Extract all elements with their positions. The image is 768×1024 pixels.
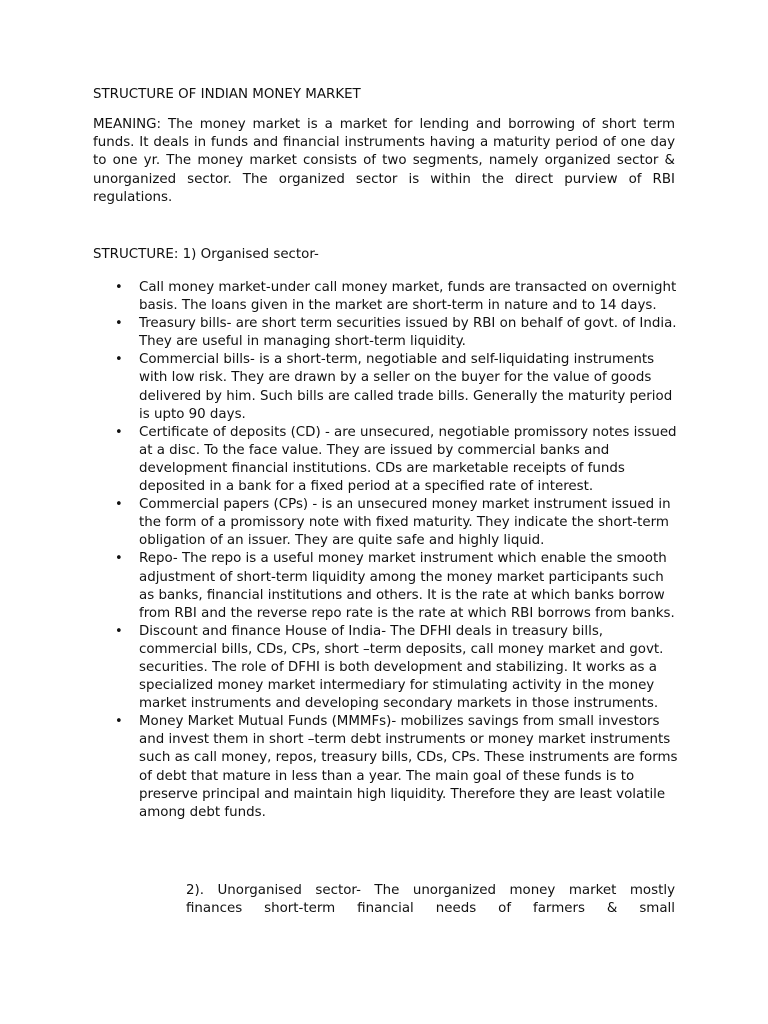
bullet-icon: • [115, 623, 123, 639]
list-item-text: Commercial bills- is a short-term, negotiable and self-liquidating instruments with low risk. They are drawn by a seller on the buyer for the value of goods delivered by him. Such bills are called trade bills. Generally the maturity period is upto 90 days. [139, 352, 673, 422]
list-item [93, 713, 681, 822]
list-item [93, 550, 681, 622]
list-item [93, 315, 681, 351]
organised-sector-list [93, 279, 681, 822]
bullet-icon: • [115, 714, 123, 730]
bullet-icon: • [115, 551, 123, 567]
list-item [93, 279, 681, 315]
bullet-icon: • [115, 352, 123, 368]
list-item-text: Call money market-under call money market, funds are transacted on overnight basis. The loans given in the market are short-term in nature and to 14 days. [139, 280, 677, 314]
list-item-text: Repo- The repo is a useful money market instrument which enable the smooth adjustment of short-term liquidity among the money market participants such as banks, financial institutions and others. It is the rate at which banks borrow from RBI and the reverse repo rate is the rate at which RBI borrows from banks. [139, 551, 675, 621]
list-item [93, 623, 681, 713]
bullet-icon: • [115, 316, 123, 332]
bullet-icon: • [115, 280, 123, 295]
list-item-text: Treasury bills- are short term securities issued by RBI on behalf of govt. of India. They are useful in managing short-term liquidity. [139, 316, 677, 350]
list-item [93, 424, 681, 496]
unorganised-sector-paragraph [186, 882, 675, 918]
list-item [93, 351, 681, 423]
list-item-text: Commercial papers (CPs) - is an unsecured money market instrument issued in the form of a promissory note with fixed maturity. They indicate the short-term obligation of an issuer. They are quite safe and highly liquid. [139, 497, 671, 549]
list-item-text: Certificate of deposits (CD) - are unsecured, negotiable promissory notes issued at a disc. To the face value. They are issued by commercial banks and development financial institutions. CDs are marketable receipts of funds deposited in a bank for a fixed period at a specified rate of interest. [139, 424, 677, 495]
list-item-text: Discount and finance House of India- The DFHI deals in treasury bills, commercial bills, CDs, CPs, short –term deposits, call money market and govt. securities. The role of DFHI is both development and stabilizing. It works as a specialized money market intermediary for stimulating activity in the money market instruments and developing secondary markets in those instruments. [139, 623, 664, 712]
meaning-paragraph: MEANING: The money market is a market for lending and borrowing of short term funds. It deals in funds and financial instruments having a maturity period of one day to one yr. The money market consists of two segments, namely organized sector & unorganized sector. The organized sector is within the direct purview of RBI regulations. [93, 117, 675, 205]
bullet-icon: • [115, 424, 123, 440]
unorganised-line-1: 2). Unorganised sector- The unorganized money market mostly [186, 883, 675, 898]
unorganised-line-2: finances short-term financial needs of farmers & small [186, 901, 675, 917]
document-title: STRUCTURE OF INDIAN MONEY MARKET [93, 87, 361, 102]
list-item-text: Money Market Mutual Funds (MMMFs)- mobilizes savings from small investors and invest them in short –term debt instruments or money market instruments such as call money, repos, treasury bills, CDs, CPs. These instruments are forms of debt that mature in less than a year. The main goal of these funds is to preserve principal and maintain high liquidity. Therefore they are least volatile among debt funds. [139, 714, 678, 820]
bullet-icon: • [115, 497, 123, 513]
list-item [93, 496, 681, 550]
structure-heading: STRUCTURE: 1) Organised sector- [93, 247, 319, 262]
